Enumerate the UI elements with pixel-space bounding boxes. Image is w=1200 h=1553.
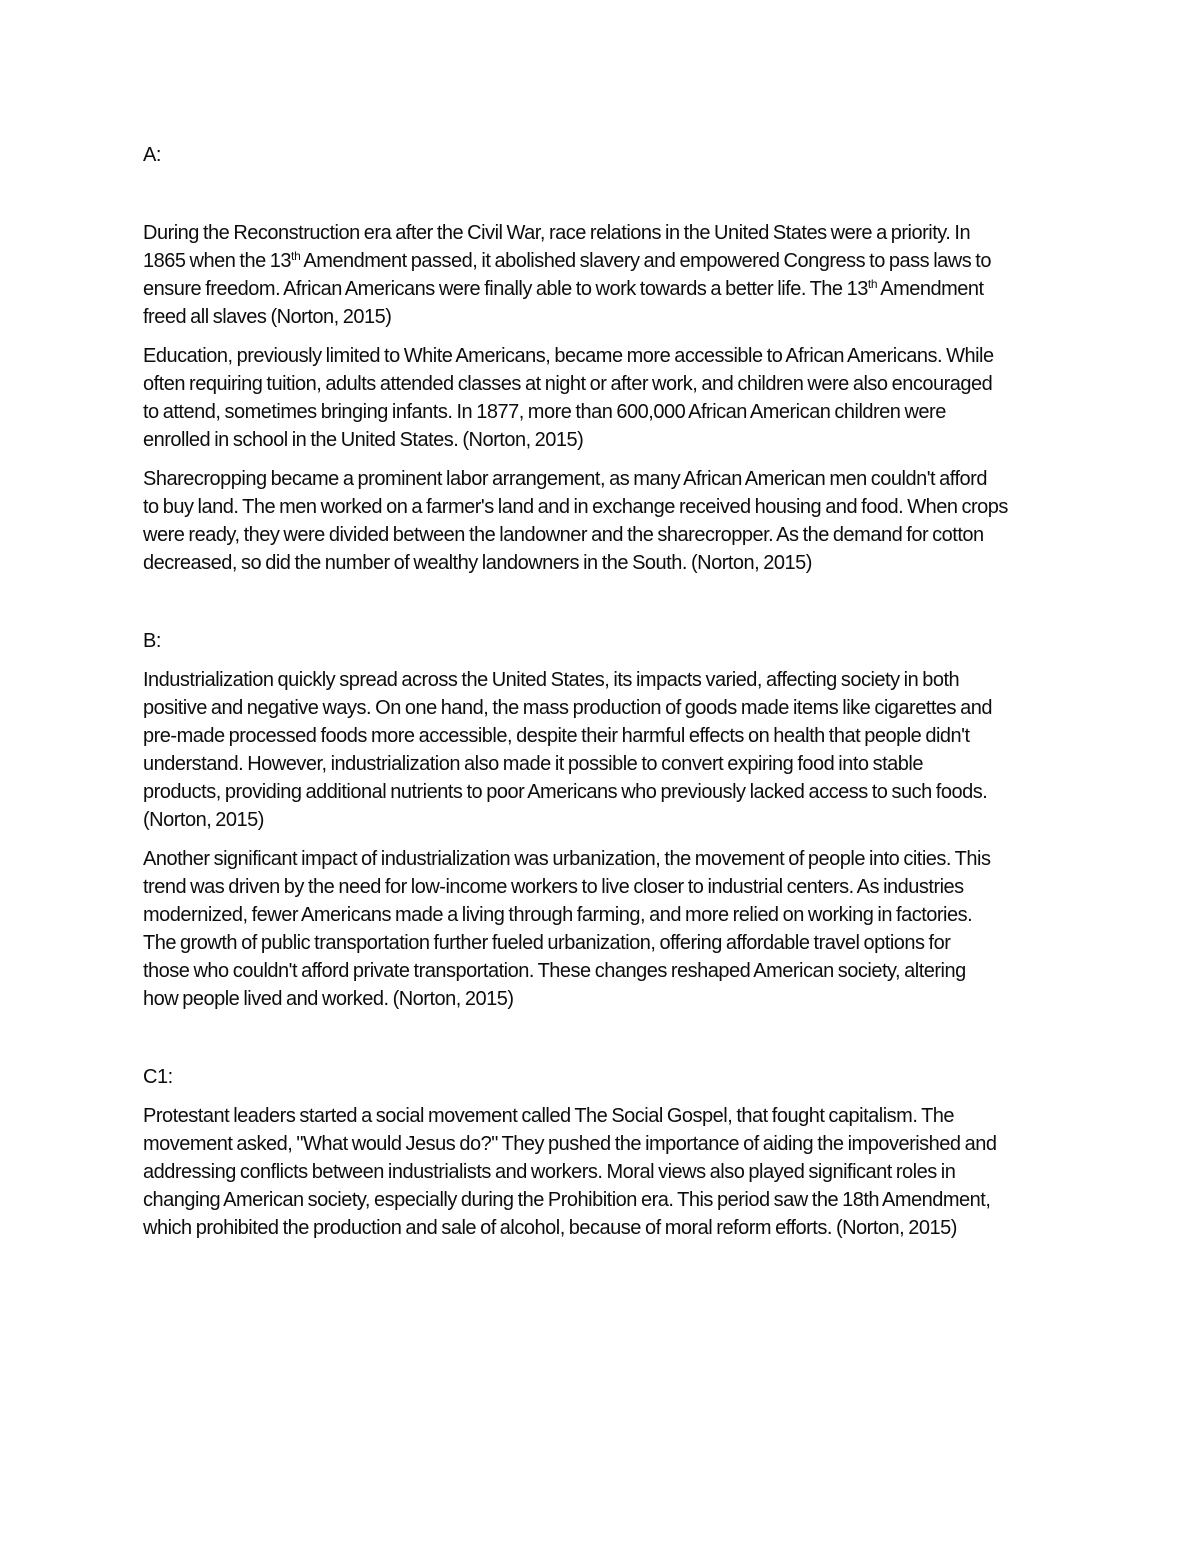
blank-line <box>143 1024 1057 1052</box>
text-line: The growth of public transportation further fueled urbanization, offering affordable travel options for <box>143 932 951 954</box>
text-line: pre-made processed foods more accessible, despite their harmful effects on health that people didn't <box>143 725 970 747</box>
text-line: enrolled in school in the United States. (Norton, 2015) <box>143 429 584 451</box>
text-line: Protestant leaders started a social movement called The Social Gospel, that fought capitalism. The <box>143 1105 955 1127</box>
section-a-label: A: <box>143 144 161 166</box>
text-line: Another significant impact of industrialization was urbanization, the movement of people into cities. This <box>143 848 991 870</box>
section-c1 <box>143 1063 1057 1242</box>
text-line: Sharecropping became a prominent labor arrangement, as many African American men couldn't afford <box>143 468 987 490</box>
section-b-label: B: <box>143 630 161 652</box>
text-line: ensure freedom. African Americans were finally able to work towards a better life. The 13th Amendment <box>143 277 984 300</box>
superscript: th <box>291 249 301 263</box>
paragraph-a1 <box>143 219 1057 331</box>
text-line: those who couldn't afford private transportation. These changes reshaped American society, altering <box>143 960 966 982</box>
text-line: often requiring tuition, adults attended classes at night or after work, and children were also encouraged <box>143 373 993 395</box>
section-b <box>143 627 1057 1013</box>
text-line: decreased, so did the number of wealthy landowners in the South. (Norton, 2015) <box>143 552 812 574</box>
blank-line <box>143 588 1057 616</box>
text-line: modernized, fewer Americans made a living through farming, and more relied on working in factories. <box>143 904 973 926</box>
paragraph-a2 <box>143 342 1057 454</box>
text-line: Industrialization quickly spread across the United States, its impacts varied, affecting society in both <box>143 669 960 691</box>
text-line: During the Reconstruction era after the Civil War, race relations in the United States were a priority. In <box>143 222 971 244</box>
text-line: products, providing additional nutrients to poor Americans who previously lacked access to such foods. <box>143 781 988 803</box>
text-line: were ready, they were divided between the landowner and the sharecropper. As the demand for cotton <box>143 524 984 546</box>
superscript: th <box>867 277 878 291</box>
text-line: to attend, sometimes bringing infants. In 1877, more than 600,000 African American children were <box>143 401 946 423</box>
paragraph-b2 <box>143 845 1057 1013</box>
text-line: addressing conflicts between industrialists and workers. Moral views also played significant roles in <box>143 1161 956 1183</box>
section-a <box>143 141 1057 577</box>
paragraph-b1 <box>143 666 1057 834</box>
text-line: Education, previously limited to White Americans, became more accessible to African Americans. While <box>143 345 994 367</box>
text-line: (Norton, 2015) <box>143 809 264 831</box>
text-line: 1865 when the 13th Amendment passed, it abolished slavery and empowered Congress to pass laws to <box>143 249 991 272</box>
text-line: understand. However, industrialization also made it possible to convert expiring food into stable <box>143 753 923 775</box>
paragraph-a3 <box>143 465 1057 577</box>
text-line: movement asked, "What would Jesus do?" They pushed the importance of aiding the impoverished and <box>143 1133 997 1155</box>
section-c1-label: C1: <box>143 1066 173 1088</box>
text-line: how people lived and worked. (Norton, 2015) <box>143 988 514 1010</box>
text-line: positive and negative ways. On one hand, the mass production of goods made items like cigarettes and <box>143 697 992 719</box>
text-line: to buy land. The men worked on a farmer's land and in exchange received housing and food. When crops <box>143 496 1008 518</box>
blank-line <box>143 180 1057 208</box>
text-line: changing American society, especially during the Prohibition era. This period saw the 18th Amendment, <box>143 1189 991 1211</box>
paragraph-c1 <box>143 1102 1057 1242</box>
text-line: freed all slaves (Norton, 2015) <box>143 306 392 328</box>
text-line: trend was driven by the need for low-income workers to live closer to industrial centers. As industries <box>143 876 964 898</box>
text-line: which prohibited the production and sale of alcohol, because of moral reform efforts. (Norton, 2015) <box>143 1217 957 1239</box>
